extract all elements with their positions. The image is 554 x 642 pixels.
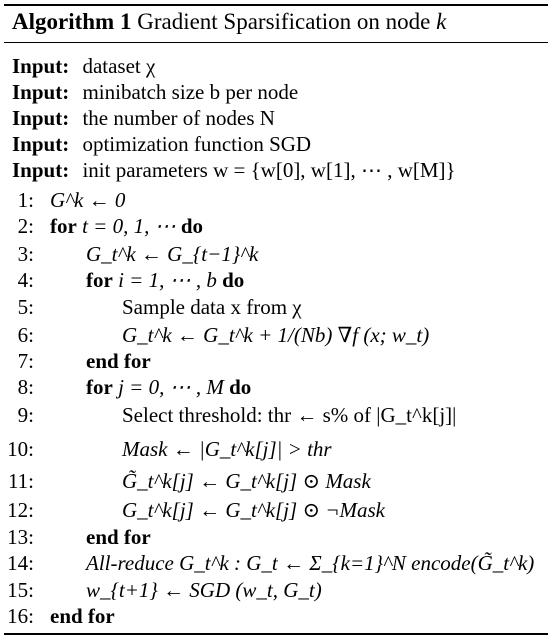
step-text: Select threshold: thr ← s% of |G_t^k[j]| bbox=[122, 403, 457, 427]
input-line bbox=[12, 157, 456, 183]
step-keyword: do bbox=[222, 268, 245, 292]
algorithm-title bbox=[12, 9, 446, 35]
step-number: 6: bbox=[17, 323, 34, 347]
step-text: G^k ← 0 bbox=[50, 188, 126, 212]
input-keyword: Input: bbox=[12, 132, 70, 156]
bottom-rule bbox=[4, 633, 548, 635]
top-rule bbox=[4, 4, 548, 6]
step-keyword: end for bbox=[86, 525, 151, 549]
step-text: G_t^k ← G_{t−1}^k bbox=[86, 242, 259, 266]
input-line bbox=[12, 79, 298, 105]
step-text: G_t^k[j] ← G_t^k[j] ⊙ ¬Mask bbox=[122, 498, 385, 522]
step-number: 2: bbox=[17, 214, 34, 238]
input-line bbox=[12, 105, 275, 131]
step-keyword: do bbox=[180, 214, 204, 238]
step-number: 12: bbox=[7, 498, 34, 522]
input-keyword: Input: bbox=[12, 106, 70, 130]
input-line bbox=[12, 131, 311, 157]
step-keyword: for bbox=[86, 268, 113, 292]
step-text: t = 0, 1, ⋯ bbox=[82, 214, 176, 238]
step-number: 16: bbox=[7, 604, 34, 628]
step-text: All-reduce G_t^k : G_t ← Σ_{k=1}^N encode(G̃_t^k) bbox=[86, 551, 535, 575]
step-number: 8: bbox=[17, 375, 34, 399]
step-keyword: for bbox=[50, 214, 77, 238]
step-text: Sample data x from χ bbox=[122, 295, 302, 319]
step-number: 4: bbox=[17, 268, 34, 292]
input-text: the number of nodes N bbox=[82, 106, 275, 130]
input-text: init parameters w = {w[0], w[1], ⋯ , w[M]} bbox=[82, 158, 456, 182]
algorithm-title-var: k bbox=[436, 9, 447, 34]
step-text: j = 0, ⋯ , M bbox=[118, 375, 224, 399]
step-text: G̃_t^k[j] ← G_t^k[j] ⊙ Mask bbox=[122, 469, 371, 493]
step-keyword: end for bbox=[86, 349, 151, 373]
step-text: Mask ← |G_t^k[j]| > thr bbox=[122, 437, 332, 461]
step-number: 3: bbox=[17, 242, 34, 266]
input-keyword: Input: bbox=[12, 54, 70, 78]
input-text: minibatch size b per node bbox=[82, 80, 299, 104]
step-text: G_t^k ← G_t^k + 1/(Nb) ∇f (x; w_t) bbox=[122, 323, 430, 347]
step-text: i = 1, ⋯ , b bbox=[118, 268, 217, 292]
step-number: 1: bbox=[17, 188, 34, 212]
step-number: 9: bbox=[17, 403, 34, 427]
step-keyword: do bbox=[229, 375, 252, 399]
title-rule bbox=[4, 42, 548, 43]
input-line bbox=[12, 53, 155, 79]
step-number: 10: bbox=[7, 437, 34, 461]
step-number: 5: bbox=[17, 295, 34, 319]
step-number: 15: bbox=[7, 578, 34, 602]
step-number: 14: bbox=[7, 551, 34, 575]
algorithm-label: Algorithm 1 bbox=[12, 9, 132, 34]
step-keyword: end for bbox=[50, 604, 115, 628]
input-keyword: Input: bbox=[12, 80, 70, 104]
input-text: dataset χ bbox=[82, 54, 156, 78]
step-text: w_{t+1} ← SGD (w_t, G_t) bbox=[86, 578, 322, 602]
algorithm-block bbox=[4, 0, 548, 642]
step-keyword: for bbox=[86, 375, 113, 399]
step-number: 7: bbox=[17, 349, 34, 373]
step-number: 13: bbox=[7, 525, 34, 549]
input-keyword: Input: bbox=[12, 158, 70, 182]
step-number: 11: bbox=[7, 469, 34, 493]
algorithm-title-text: Gradient Sparsification on node bbox=[137, 9, 431, 34]
input-text: optimization function SGD bbox=[82, 132, 312, 156]
